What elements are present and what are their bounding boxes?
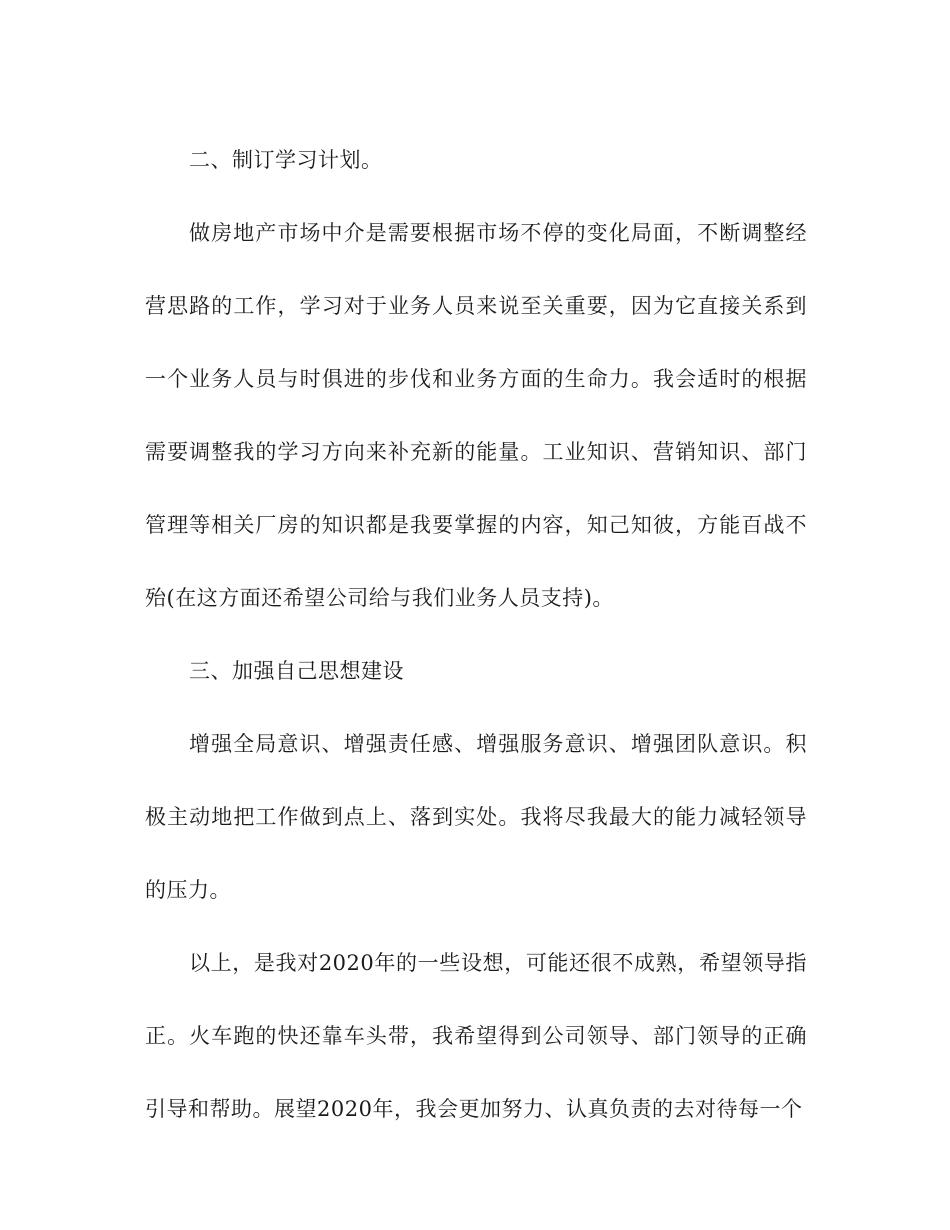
paragraph-study-plan: 做房地产市场中介是需要根据市场不停的变化局面，不断调整经营思路的工作，学习对于业务人员来说至关重要，因为它直接关系到一个业务人员与时俱进的步伐和业务方面的生命力。我会适时的根据需要调整我的学习方向来补充新的能量。工业知识、营销知识、部门管理等相关厂房的知识都是我要掌握的内容，知己知彼，方能百战不殆(在这方面还希望公司给与我们业务人员支持)。 bbox=[145, 221, 807, 610]
paragraph-thought-building: 增强全局意识、增强责任感、增强服务意识、增强团队意识。积极主动地把工作做到点上、落到实处。我将尽我最大的能力减轻领导的压力。 bbox=[145, 732, 807, 902]
paragraph-outlook: 以上，是我对2020年的一些设想，可能还很不成熟，希望领导指正。火车跑的快还靠车头带，我希望得到公司领导、部门领导的正确引导和帮助。展望2020年，我会更加努力、认真负责的去对待每一个 bbox=[145, 951, 807, 1121]
document-body bbox=[145, 124, 807, 1146]
section-heading-study-plan: 二、制订学习计划。 bbox=[189, 148, 383, 172]
section-heading-thought-building: 三、加强自己思想建设 bbox=[189, 659, 404, 683]
